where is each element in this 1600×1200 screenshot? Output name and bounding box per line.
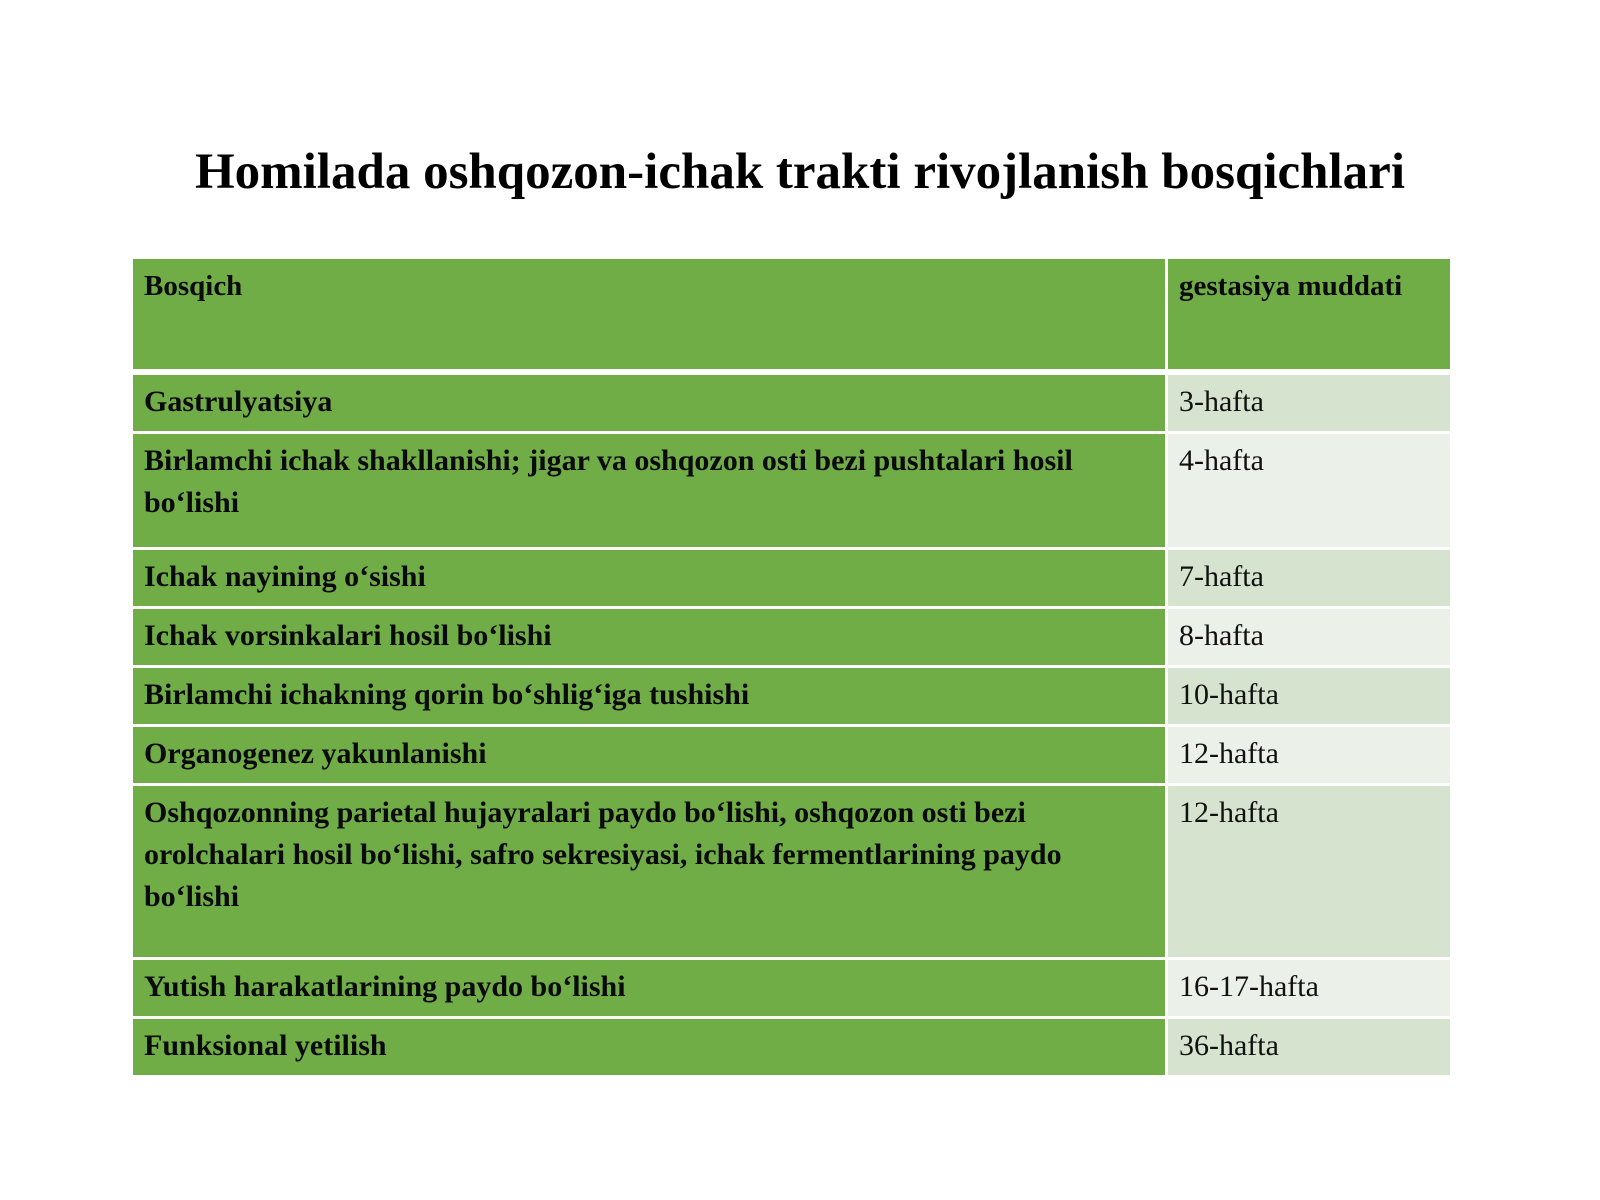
term-cell: 8-hafta bbox=[1167, 608, 1452, 667]
term-cell: 16-17-hafta bbox=[1167, 959, 1452, 1018]
stage-cell: Ichak nayining o‘sishi bbox=[132, 549, 1167, 608]
header-stage: Bosqich bbox=[132, 258, 1167, 373]
header-gestation-term: gestasiya muddati bbox=[1167, 258, 1452, 373]
slide-title: Homilada oshqozon-ichak trakti rivojlanish bosqichlari bbox=[194, 144, 1405, 200]
stage-cell: Ichak vorsinkalari hosil bo‘lishi bbox=[132, 608, 1167, 667]
table-row bbox=[132, 785, 1452, 959]
table-header-row bbox=[132, 258, 1452, 373]
table-row bbox=[132, 1018, 1452, 1077]
term-cell: 3-hafta bbox=[1167, 372, 1452, 433]
stages-table bbox=[130, 256, 1453, 1078]
stage-cell: Yutish harakatlarining paydo bo‘lishi bbox=[132, 959, 1167, 1018]
stage-cell: Birlamchi ichakning qorin bo‘shlig‘iga tushishi bbox=[132, 667, 1167, 726]
term-cell: 7-hafta bbox=[1167, 549, 1452, 608]
stage-cell: Funksional yetilish bbox=[132, 1018, 1167, 1077]
term-cell: 12-hafta bbox=[1167, 726, 1452, 785]
table-row bbox=[132, 372, 1452, 433]
term-cell: 12-hafta bbox=[1167, 785, 1452, 959]
term-cell: 4-hafta bbox=[1167, 433, 1452, 549]
stage-cell: Birlamchi ichak shakllanishi; jigar va oshqozon osti bezi pushtalari hosil bo‘lishi bbox=[132, 433, 1167, 549]
table-row bbox=[132, 608, 1452, 667]
stage-cell: Gastrulyatsiya bbox=[132, 372, 1167, 433]
table-row bbox=[132, 726, 1452, 785]
term-cell: 36-hafta bbox=[1167, 1018, 1452, 1077]
table-row bbox=[132, 549, 1452, 608]
table-row bbox=[132, 433, 1452, 549]
stage-cell: Oshqozonning parietal hujayralari paydo bo‘lishi, oshqozon osti bezi orolchalari hosil bo‘lishi, safro sekresiyasi, ichak fermentlarining paydo bo‘lishi bbox=[132, 785, 1167, 959]
table-row bbox=[132, 959, 1452, 1018]
term-cell: 10-hafta bbox=[1167, 667, 1452, 726]
stage-cell: Organogenez yakunlanishi bbox=[132, 726, 1167, 785]
table-row bbox=[132, 667, 1452, 726]
